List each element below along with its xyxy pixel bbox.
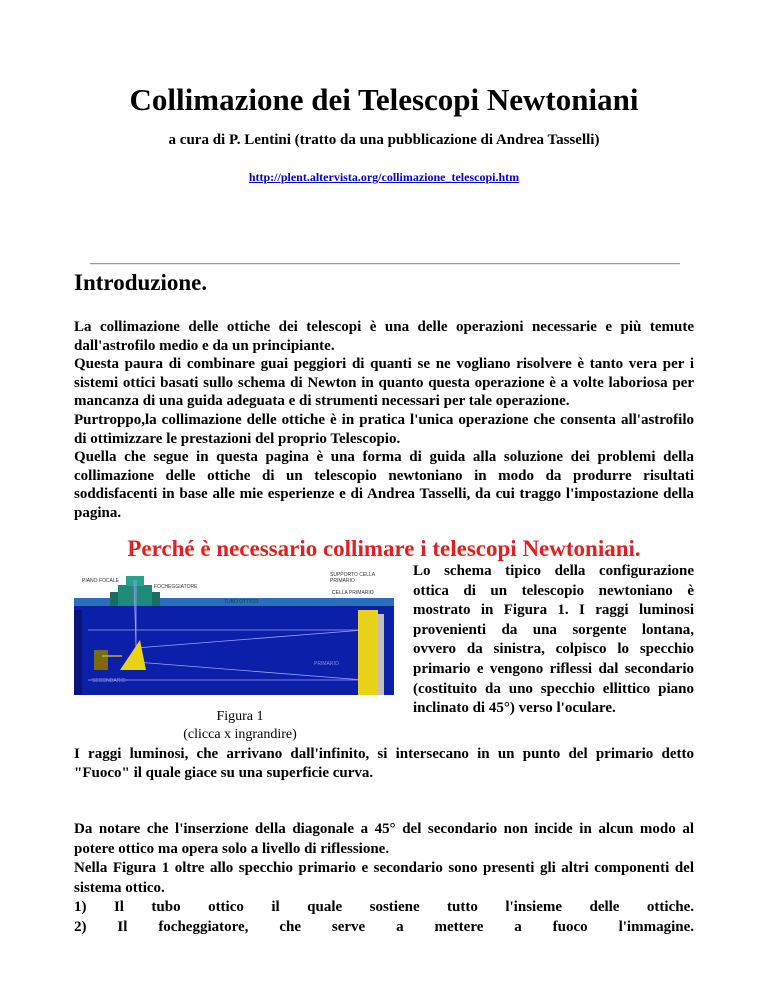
intro-paragraph: Quella che segue in questa pagina è una forma di guida alla soluzione dei problemi della collimazione delle ottiche di un telescopio newtoniano in modo da produrre risultati soddisfacenti in base alle mie esperienze e di Andrea Tasselli, da cui traggo l'impostazione della pagina. [74,449,694,521]
source-link[interactable]: http://plent.altervista.org/collimazione_telescopi.htm [248,170,520,184]
label-primary-support-2: PRIMARIO [330,578,355,584]
caption-enlarge-link[interactable]: (clicca x ingrandire) [183,727,297,742]
focus-paragraph [74,745,694,783]
intro-paragraph: Questa paura di combinare guai peggiori di quanti se ne vogliano risolvere è tanto vera per i sistemi ottici basati sullo schema di Newton in quanto questa operazione è a volte laboriosa per mancanza di una guida adeguata e di strumenti necessari per tale operazione. [74,356,694,410]
label-focuser: FOCHEGGIATORE [154,584,198,590]
intro-heading: Introduzione. [74,270,208,295]
components-intro: Nella Figura 1 oltre allo specchio primario e secondario sono presenti gli altri componenti del sistema ottico. [74,860,694,896]
secondary-holder [94,650,108,670]
intro-paragraph: Purtroppo,la collimazione delle ottiche è in pratica l'unica operazione che consenta all'astrofilo di ottimizzare le prestazioni del proprio Telescopio. [74,411,694,447]
label-primary-support: SUPPORTO CELLA [330,572,376,578]
list-item: 1) Il tubo ottico il quale sostiene tutto l'insieme delle ottiche. [74,899,694,915]
note-text: Da notare che l'inserzione della diagonale a 45° del secondario non incide in alcun modo al potere ottico ma opera solo a livello di riflessione. [74,821,694,857]
tube-front-ring [74,610,82,695]
list-item: 2) Il focheggiatore, che serve a mettere a fuoco l'immagine. [74,918,694,935]
components-section [74,820,694,937]
focuser-knob-left [110,592,118,606]
side-paragraph: Lo schema tipico della configurazione ottica di un telescopio newtoniano è mostrato in Figura 1. I raggi luminosi provenienti da una sorgente lontana, ovvero da sinistra, colpisco lo specchio primario e vengono riflessi dal secondario (costituito da uno specchio ellittico piano inclinato di 45°) verso l'oculare. [413,563,694,717]
page-title: Collimazione dei Telescopi Newtoniani [129,82,639,117]
label-secondary-mirror: SECONDARIO [92,678,126,684]
label-primary-cell: CELLA PRIMARIO [332,590,374,596]
figure-caption [150,708,330,744]
intro-paragraphs [74,318,694,523]
label-primary-mirror: PRIMARIO [314,661,339,667]
page-subtitle: a cura di P. Lentini (tratto da una pubblicazione di Andrea Tasselli) [168,132,600,148]
caption-title: Figura 1 [216,709,264,724]
intro-paragraph: La collimazione delle ottiche dei telescopi è una delle operazioni necessarie e più temute dall'astrofilo medio e da un principiante. [74,319,694,354]
label-focal-plane: PIANO FOCALE [82,578,119,584]
horizontal-divider [90,263,680,265]
telescope-diagram-image[interactable] [74,570,394,695]
after-figure-text: I raggi luminosi, che arrivano dall'infinito, si intersecano in un punto del primario detto "Fuoco" il quale giace su una superficie curva. [74,746,694,781]
primary-cell [378,614,384,695]
section-heading: Perché è necessario collimare i telescopi Newtoniani. [127,536,641,561]
focuser-drawtube [126,576,144,586]
label-tube: TUBO OTTICO [224,599,259,605]
primary-mirror [358,610,378,695]
focuser-knob-right [152,592,160,606]
figure-side-text [413,562,694,719]
